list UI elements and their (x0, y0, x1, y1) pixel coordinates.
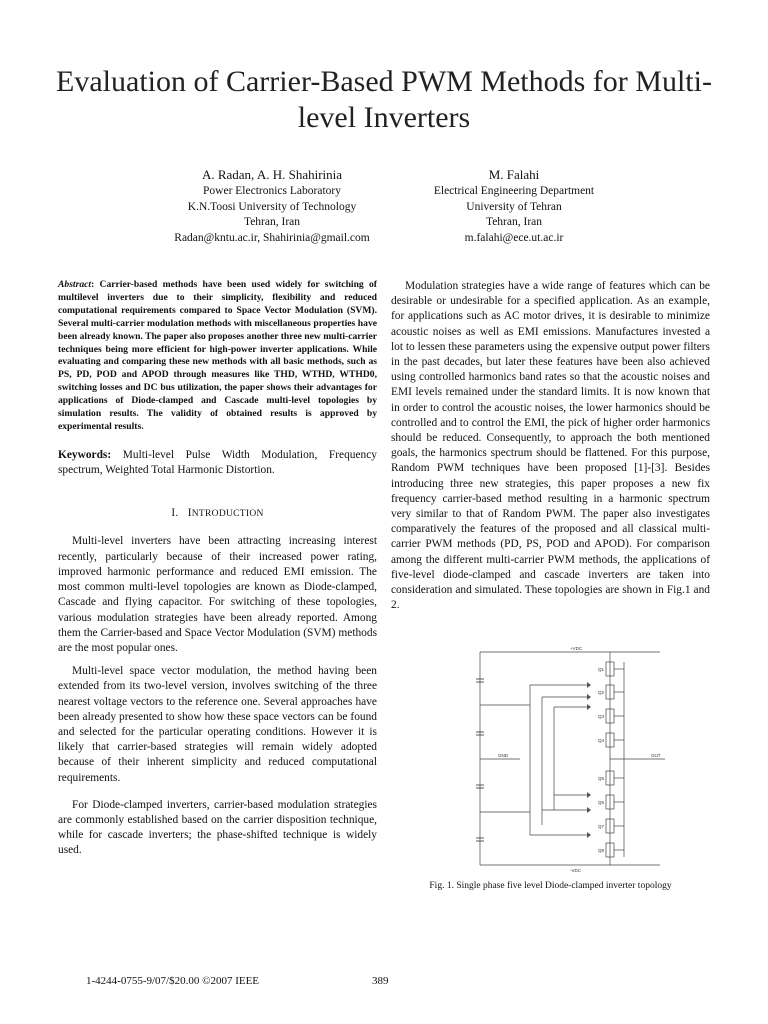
page-number: 389 (372, 975, 389, 987)
paragraph: Multi-level space vector modulation, the method having been extended from its two-level version, involves switching of the three nearest voltage vectors to the reference one. Several approaches have been already presented to show how these space vectors can be found and selected for the particular operating conditions. However it is likely that carrier-based strategies will remain widely adopted because of their inherent simplicity and reduced computational requirements. (58, 665, 377, 784)
author-names: A. Radan, A. H. Shahirinia (201, 167, 343, 182)
section-heading (58, 506, 377, 522)
switch-label: Q8 (598, 848, 605, 853)
paragraph: Multi-level inverters have been attracting increasing interest recently, particularly because of their increased power rating, improved harmonic performance and reduced EMI emission. The most common multi-level topologies are known as Diode-clamped, Cascade and flying capacitor. For switching of these topologies, various modulation strategies have been already reported. Among them the Carrier-based and Space Vector Modulation (SVM) methods are the most popular ones. (58, 535, 377, 654)
author-affiliation: Power Electronics Laboratory (203, 185, 341, 197)
abstract (58, 279, 377, 434)
keywords-text: Multi-level Pulse Width Modulation, Frequency spectrum, Weighted Total Harmonic Distortion. (58, 448, 377, 477)
author-affiliation: Electrical Engineering Department (433, 185, 595, 197)
switch-label: Q4 (598, 738, 605, 743)
switch-label: Q6 (598, 800, 605, 805)
author-email: m.falahi@ece.ut.ac.ir (464, 231, 564, 244)
section-title-initial: I (187, 507, 192, 520)
author-names: M. Falahi (488, 167, 540, 182)
author-institution: K.N.Toosi University of Technology (187, 200, 357, 213)
author-institution: University of Tehran (466, 200, 562, 213)
author-location: Tehran, Iran (485, 216, 543, 228)
footer-copyright: 1-4244-0755-9/07/$20.00 ©2007 IEEE (86, 975, 260, 987)
abstract-label: Abstract (58, 279, 92, 290)
keywords (58, 448, 377, 478)
paragraph: For Diode-clamped inverters, carrier-based modulation strategies are commonly established based on the carrier disposition technique, while for cascade inverters; the phase-shifted technique is widely used. (58, 798, 377, 857)
figure-caption: Fig. 1. Single phase five level Diode-clamped inverter topology (429, 881, 672, 891)
section-title-rest: NTRODUCTION (191, 509, 264, 520)
author-block-right (364, 166, 664, 246)
switch-label: Q2 (598, 690, 605, 695)
switch-label: Q7 (598, 824, 605, 829)
paper-title: Evaluation of Carrier-Based PWM Methods for Multi-level Inverters (56, 65, 712, 134)
right-column (391, 279, 710, 621)
section-number: I. (171, 507, 179, 520)
switch-label: Q5 (598, 776, 605, 781)
keywords-label: Keywords: (58, 448, 112, 461)
top-rail-label: +VDC (570, 646, 583, 651)
author-email: Radan@kntu.ac.ir, Shahirinia@gmail.com (174, 231, 370, 244)
bottom-rail-label: -VDC (570, 868, 581, 873)
switch-label: Q1 (598, 667, 605, 672)
author-location: Tehran, Iran (243, 216, 301, 228)
switch-label: Q3 (598, 714, 605, 719)
circuit-diagram (470, 645, 675, 873)
gnd-label: GND (498, 753, 508, 758)
out-label: OUT (651, 753, 661, 758)
left-column (58, 279, 377, 867)
abstract-text: : Carrier-based methods have been used widely for switching of multilevel inverters due to their simplicity, flexibility and reduced computational requirements compared to Space Vector Modulation (SVM). Several multi-carrier modulation methods with miscellaneous properties have been already known. The paper also proposes another three new multi-carrier techniques being more efficient for high-power inverter applications. While evaluating and comparing these new methods with all basic methods, such as PS, PD, POD and APOD through measures like THD, WTHD, WTHD0, switching losses and DC bus utilization, the paper shows their advantages for applications of Diode-clamped and Cascade multi-level topologies by simulation results. The validity of obtained results is approved by experimental results. (58, 279, 377, 432)
paragraph: Modulation strategies have a wide range of features which can be desirable or undesirable for a specified application. As an example, for applications such as AC motor drives, it is desirable to minimize acoustic noises as well as EMI emissions. Manufactures invested a lot to lessen these parameters using the expensive output power filters in the past decades, but later these features have been also achieved using controlled harmonics band rates so that the acoustic noises and EMI levels remained under the standard limits. It is now known that in order to control the acoustic noises, the lower harmonics should be controlled and to control the EMI, the pick of higher order harmonics should be reduced. Consequently, to approach the both mentioned goals, the harmonics spectrum should be flattened. For this purpose, Random PWM techniques have been proposed [1]-[3]. Besides introducing three new strategies, this paper proposes a new fix frequency carrier-based method resulting in a harmonic spectrum very similar to that of Random PWM. The paper also investigates comparatively the features of the proposed and all classical multi-carrier PWM methods (PD, PS, POD and APOD). For comparison among the different multi-carrier PWM methods, the applications of five-level diode-clamped and cascade inverters are taken into consideration and simulated. These topologies are shown in Fig.1 and 2. (391, 280, 710, 612)
